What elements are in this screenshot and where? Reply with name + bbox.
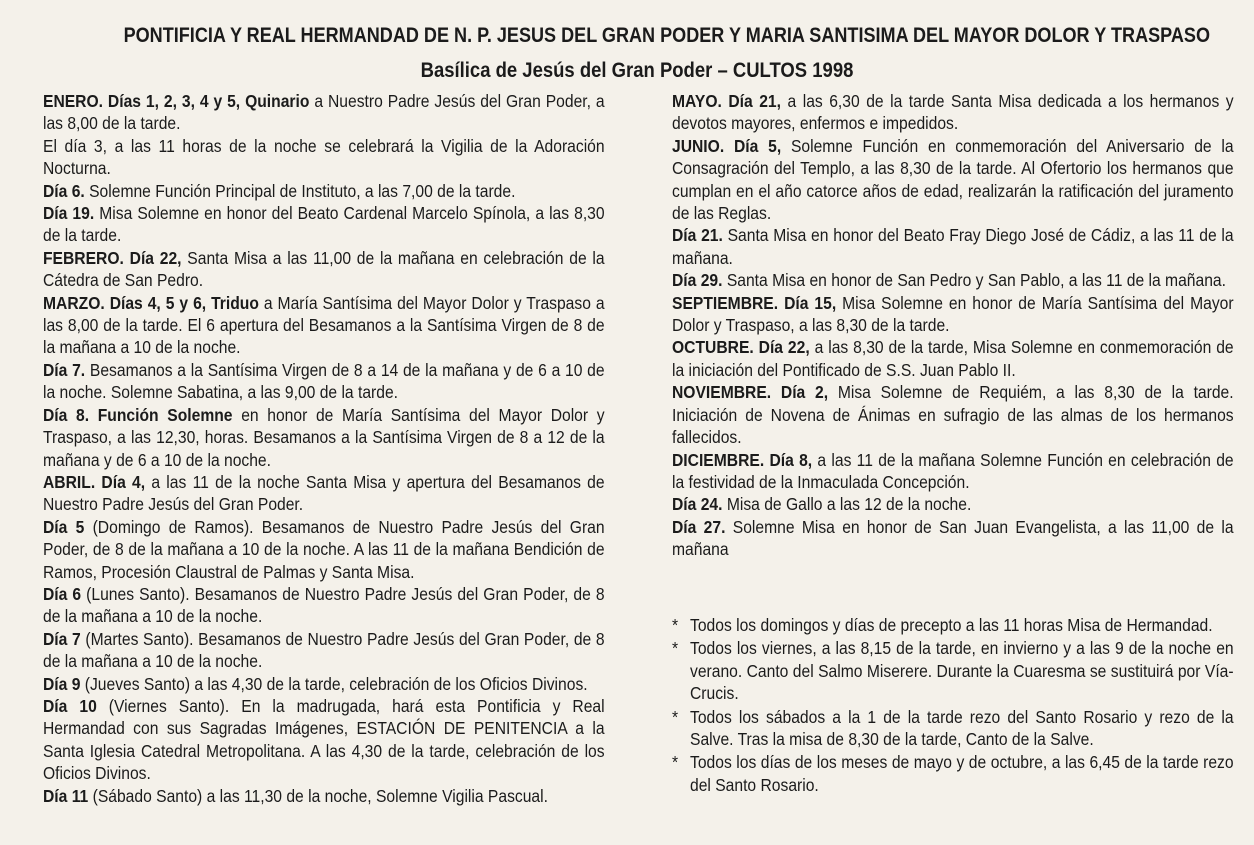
note-text: Todos los sábados a la 1 de la tarde rezo del Santo Rosario y rezo de la Salve. Tras la misa de 8,30 de la tarde, Canto de la Salve. <box>690 706 1234 750</box>
entry-diciembre-dia27 <box>672 516 1234 561</box>
entry-lead: Día 10 <box>43 695 97 716</box>
entry-text: (Sábado Santo) a las 11,30 de la noche, Solemne Vigilia Pascual. <box>88 785 548 806</box>
entry-lead: Día 7. <box>43 359 86 380</box>
entry-text: (Lunes Santo). Besamanos de Nuestro Padre Jesús del Gran Poder, de 8 de la mañana a 10 de la noche. <box>43 583 605 627</box>
entry-text: a las 8,30 de la tarde, Misa Solemne en conmemoración de la iniciación del Pontificado de S.S. Juan Pablo II. <box>672 337 1234 380</box>
note-item <box>672 637 1234 704</box>
entry-text: (Domingo de Ramos). Besamanos de Nuestro Padre Jesús del Gran Poder, de 8 de la mañana a 10 de la noche. A las 11 de la mañana Bendición de Ramos, Procesión Claustral de Palmas y Santa Misa. <box>43 516 605 582</box>
entry-febrero <box>43 247 605 292</box>
entry-text: Santa Misa a las 11,00 de la mañana en celebración de la Cátedra de San Pedro. <box>43 247 605 291</box>
entry-enero-dia6 <box>43 180 605 202</box>
entry-lead: DICIEMBRE. Día 8, <box>672 449 813 470</box>
entry-enero <box>43 90 605 135</box>
entry-abril <box>43 471 605 516</box>
entry-lead: MAYO. Día 21, <box>672 91 781 111</box>
entry-enero-dia19 <box>43 202 605 247</box>
entry-octubre <box>672 336 1234 381</box>
asterisk-bullet: * <box>672 615 679 635</box>
entry-junio-dia21 <box>672 224 1234 269</box>
entry-lead: NOVIEMBRE. Día 2, <box>672 382 829 403</box>
entry-text: (Viernes Santo). En la madrugada, hará esta Pontificia y Real Hermandad con sus Sagradas Imágenes, ESTACIÓN DE PENITENCIA a la Santa Iglesia Catedral Metropolitana. A las 4,30 de la tarde, celebración de los Oficios Divinos. <box>43 695 605 784</box>
note-item <box>672 614 1234 636</box>
entry-marzo-dia8 <box>43 404 605 471</box>
entry-text: Misa Solemne de Requiém, a las 8,30 de la tarde. Iniciación de Novena de Ánimas en sufragio de las almas de los hermanos fallecidos. <box>672 382 1234 448</box>
entry-text: Solemne Función en conmemoración del Aniversario de la Consagración del Templo, a las 8,30 de la tarde. Al Ofertorio los hermanos que cumplan en el año catorce años de edad, realizarán la ratificación del juramento de las Reglas. <box>672 135 1234 224</box>
entry-lead: Día 5 <box>43 516 85 537</box>
entry-lead: OCTUBRE. Día 22, <box>672 337 810 358</box>
entry-lead: Día 19. <box>43 203 95 224</box>
left-column <box>43 90 605 807</box>
entry-text: Solemne Misa en honor de San Juan Evangelista, a las 11,00 de la mañana <box>672 516 1234 560</box>
entry-diciembre <box>672 449 1234 494</box>
entry-lead: Día 11 <box>43 785 89 806</box>
note-text: Todos los viernes, a las 8,15 de la tarde, en invierno y a las 9 de la noche en verano. Canto del Salmo Miserere. Durante la Cuaresma se sustituirá por Vía-Crucis. <box>690 638 1234 704</box>
entry-lead: Día 29. <box>672 270 723 291</box>
entry-text: (Jueves Santo) a las 4,30 de la tarde, celebración de los Oficios Divinos. <box>80 673 588 694</box>
entry-lead: Día 6. <box>43 180 85 201</box>
entry-text: Besamanos a la Santísima Virgen de 8 a 14 de la mañana y de 6 a 10 de la noche. Solemne Sabatina, a las 9,00 de la tarde. <box>43 359 605 403</box>
entry-lead: FEBRERO. Día 22, <box>43 247 182 268</box>
entry-junio <box>672 135 1234 225</box>
asterisk-bullet: * <box>672 706 679 727</box>
entry-diciembre-dia24 <box>672 493 1234 515</box>
entry-abril-dia9 <box>43 673 605 695</box>
note-item <box>672 751 1234 796</box>
entry-lead: Día 27. <box>672 516 726 537</box>
entry-abril-dia5 <box>43 516 605 583</box>
entry-text: a las 6,30 de la tarde Santa Misa dedicada a los hermanos y devotos mayores, enfermos e impedidos. <box>672 91 1234 134</box>
entry-marzo-dia7 <box>43 359 605 404</box>
entry-lead: Día 9 <box>43 673 81 694</box>
entry-text: Misa Solemne en honor de María Santísima del Mayor Dolor y Traspaso, a las 8,30 de la tarde. <box>672 292 1234 336</box>
entry-lead: Día 6 <box>43 583 82 604</box>
entry-marzo <box>43 292 605 359</box>
asterisk-bullet: * <box>672 752 679 773</box>
entry-lead: SEPTIEMBRE. Día 15, <box>672 292 837 313</box>
page-subtitle: Basílica de Jesús del Gran Poder – CULTOS 1998 <box>420 59 854 82</box>
entry-text: Misa Solemne en honor del Beato Cardenal Marcelo Spínola, a las 8,30 de la tarde. <box>43 203 605 246</box>
entry-text: a Nuestro Padre Jesús del Gran Poder, a las 8,00 de la tarde. <box>43 91 605 134</box>
entry-abril-dia10 <box>43 695 605 785</box>
notes-list <box>672 614 1234 797</box>
note-item <box>672 706 1234 751</box>
entry-lead: ENERO. Días 1, 2, 3, 4 y 5, Quinario <box>43 91 310 111</box>
asterisk-bullet: * <box>672 638 679 659</box>
right-column <box>672 90 1234 561</box>
entry-text: a las 11 de la mañana Solemne Función en celebración de la festividad de la Inmaculada Concepción. <box>672 449 1234 492</box>
entry-lead: Día 21. <box>672 225 723 246</box>
entry-text: Solemne Función Principal de Instituto, a las 7,00 de la tarde. <box>84 180 516 201</box>
entry-lead: MARZO. Días 4, 5 y 6, Triduo <box>43 292 259 313</box>
entry-abril-dia11 <box>43 785 605 807</box>
entry-enero-dia3: El día 3, a las 11 horas de la noche se celebrará la Vigilia de la Adoración Nocturna. <box>43 135 605 179</box>
entry-junio-dia29 <box>672 269 1234 291</box>
entry-text: a las 11 de la noche Santa Misa y apertura del Besamanos de Nuestro Padre Jesús del Gran Poder. <box>43 471 605 515</box>
note-text: Todos los días de los meses de mayo y de octubre, a las 6,45 de la tarde rezo del Santo Rosario. <box>690 752 1234 795</box>
entry-mayo <box>672 90 1234 135</box>
page-title: PONTIFICIA Y REAL HERMANDAD DE N. P. JESUS DEL GRAN PODER Y MARIA SANTISIMA DEL MAYOR DOLOR Y TRASPASO <box>123 24 1211 47</box>
entry-lead: JUNIO. Día 5, <box>672 135 782 156</box>
entry-lead: Día 8. Función Solemne <box>43 404 233 425</box>
entry-lead: Día 7 <box>43 628 81 649</box>
entry-abril-dia6 <box>43 583 605 628</box>
note-text: Todos los domingos y días de precepto a las 11 horas Misa de Hermandad. <box>690 615 1213 635</box>
entry-septiembre <box>672 292 1234 337</box>
entry-text: a María Santísima del Mayor Dolor y Traspaso a las 8,00 de la tarde. El 6 apertura del Besamanos a la Santísima Virgen de 8 de la mañana a 10 de la noche. <box>43 292 605 358</box>
entry-text: (Martes Santo). Besamanos de Nuestro Padre Jesús del Gran Poder, de 8 de la mañana a 10 de la noche. <box>43 628 605 672</box>
entry-abril-dia7 <box>43 628 605 673</box>
entry-lead: Día 24. <box>672 494 723 515</box>
entry-text: Misa de Gallo a las 12 de la noche. <box>722 494 972 515</box>
entry-text: Santa Misa en honor de San Pedro y San Pablo, a las 11 de la mañana. <box>722 270 1226 291</box>
entry-text: Santa Misa en honor del Beato Fray Diego José de Cádiz, a las 11 de la mañana. <box>672 225 1234 268</box>
entry-noviembre <box>672 381 1234 448</box>
entry-lead: ABRIL. Día 4, <box>43 471 146 492</box>
entry-text: en honor de María Santísima del Mayor Dolor y Traspaso, a las 12,30, horas. Besamanos a la Santísima Virgen de 8 a 12 de la mañana y de 6 a 10 de la noche. <box>43 404 605 470</box>
